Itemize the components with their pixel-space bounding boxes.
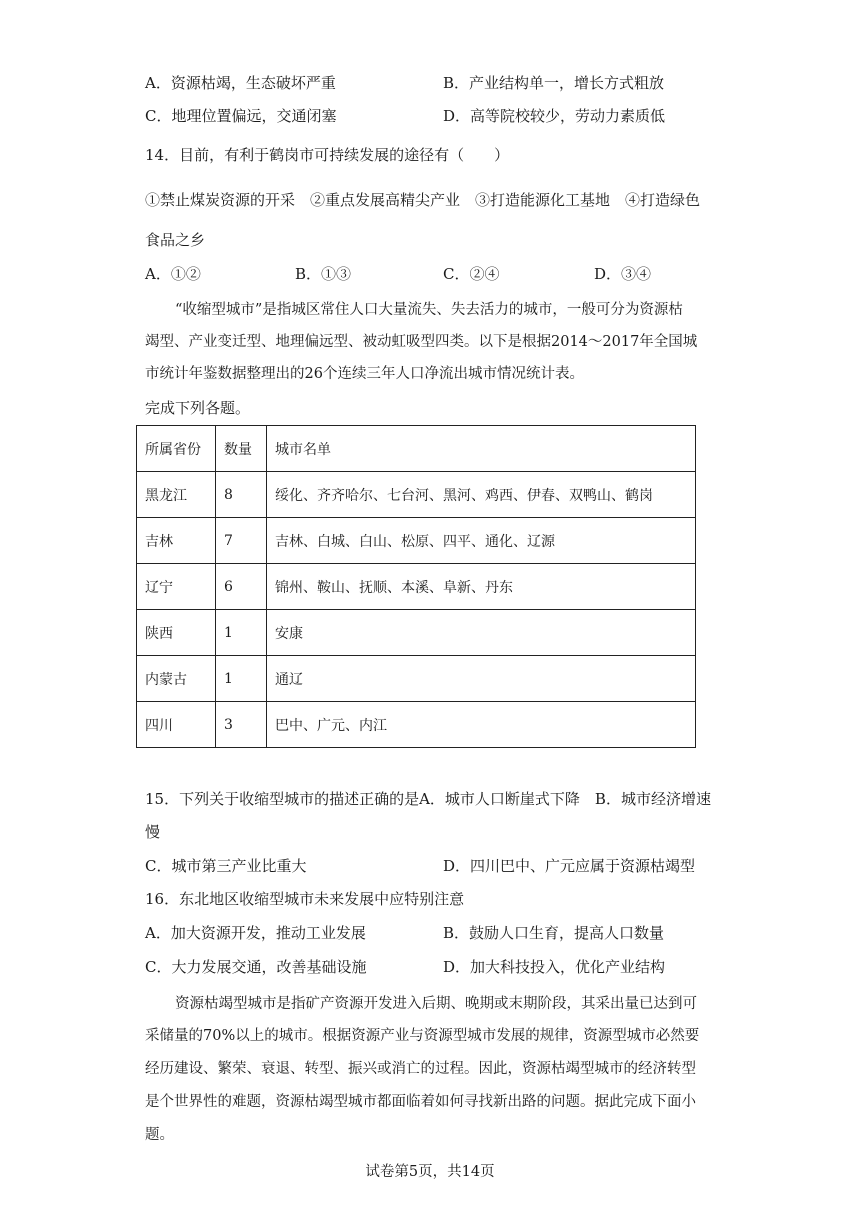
passage-line-2: 采储量的70%以上的城市。根据资源产业与资源型城市发展的规律，资源型城市必然要	[145, 1028, 700, 1044]
cell-count: 8	[216, 472, 267, 518]
cell-province: 辽宁	[137, 564, 216, 610]
q14-option-d: D．③④	[594, 265, 652, 283]
table-row	[137, 702, 696, 748]
q13-option-a: A．资源枯竭，生态破坏严重	[145, 74, 336, 92]
q13-option-c: C．地理位置偏远，交通闭塞	[145, 107, 337, 125]
passage-line-5: 题。	[145, 1127, 174, 1143]
cell-province: 四川	[137, 702, 216, 748]
intro-line-4: 完成下列各题。	[145, 399, 251, 417]
table-row	[137, 564, 696, 610]
header-count: 数量	[216, 426, 267, 472]
passage-line-1: 资源枯竭型城市是指矿产资源开发进入后期、晚期或末期阶段，其采出量已达到可	[175, 996, 697, 1012]
passage-line-3: 经历建设、繁荣、衰退、转型、振兴或消亡的过程。因此，资源枯竭型城市的经济转型	[145, 1061, 696, 1077]
q16-stem: 16．东北地区收缩型城市未来发展中应特别注意	[145, 890, 465, 908]
q14-option-c: C．②④	[443, 265, 500, 283]
q15-stem-line2: 慢	[145, 823, 161, 841]
cell-province: 吉林	[137, 518, 216, 564]
cell-count: 3	[216, 702, 267, 748]
q15-option-c: C．城市第三产业比重大	[145, 857, 307, 875]
header-city-list: 城市名单	[267, 426, 696, 472]
cell-count: 7	[216, 518, 267, 564]
intro-line-2: 竭型、产业变迁型、地理偏远型、被动虹吸型四类。以下是根据2014～2017年全国城	[145, 334, 698, 350]
cell-cities: 锦州、鞍山、抚顺、本溪、阜新、丹东	[267, 564, 696, 610]
page-footer: 试卷第5页，共14页	[365, 1164, 495, 1180]
passage-line-4: 是个世界性的难题，资源枯竭型城市都面临着如何寻找新出路的问题。据此完成下面小	[145, 1094, 696, 1110]
q16-option-a: A．加大资源开发，推动工业发展	[145, 924, 366, 942]
cell-province: 内蒙古	[137, 656, 216, 702]
intro-line-3: 市统计年鉴数据整理出的26个连续三年人口净流出城市情况统计表。	[145, 366, 584, 382]
cell-province: 陕西	[137, 610, 216, 656]
q16-option-c: C．大力发展交通，改善基础设施	[145, 958, 367, 976]
header-province: 所属省份	[137, 426, 216, 472]
q15-option-d: D．四川巴中、广元应属于资源枯竭型	[443, 857, 696, 875]
table-row	[137, 472, 696, 518]
cell-count: 6	[216, 564, 267, 610]
cell-cities: 吉林、白城、白山、松原、四平、通化、辽源	[267, 518, 696, 564]
shrinking-cities-table	[136, 425, 696, 748]
table-row	[137, 518, 696, 564]
q13-option-b: B．产业结构单一，增长方式粗放	[443, 74, 665, 92]
cell-cities: 绥化、齐齐哈尔、七台河、黑河、鸡西、伊春、双鸭山、鹤岗	[267, 472, 696, 518]
q16-option-d: D．加大科技投入，优化产业结构	[443, 958, 666, 976]
cell-cities: 通辽	[267, 656, 696, 702]
cell-count: 1	[216, 610, 267, 656]
q16-option-b: B．鼓励人口生育，提高人口数量	[443, 924, 665, 942]
q15-stem-line1: 15．下列关于收缩型城市的描述正确的是A．城市人口断崖式下降 B．城市经济增速	[145, 790, 711, 808]
table-row	[137, 610, 696, 656]
cell-count: 1	[216, 656, 267, 702]
q14-stem: 14．目前，有利于鹤岗市可持续发展的途径有（ ）	[145, 146, 510, 164]
q14-items-line2: 食品之乡	[145, 231, 206, 249]
cell-province: 黑龙江	[137, 472, 216, 518]
intro-line-1: “收缩型城市”是指城区常住人口大量流失、失去活力的城市，一般可分为资源枯	[175, 302, 683, 318]
table-row	[137, 656, 696, 702]
q14-option-a: A．①②	[145, 265, 201, 283]
q13-option-d: D．高等院校较少，劳动力素质低	[443, 107, 666, 125]
q14-option-b: B．①③	[295, 265, 352, 283]
q14-items-line1: ①禁止煤炭资源的开采 ②重点发展高精尖产业 ③打造能源化工基地 ④打造绿色	[145, 191, 701, 209]
table-header-row	[137, 426, 696, 472]
cell-cities: 巴中、广元、内江	[267, 702, 696, 748]
cell-cities: 安康	[267, 610, 696, 656]
